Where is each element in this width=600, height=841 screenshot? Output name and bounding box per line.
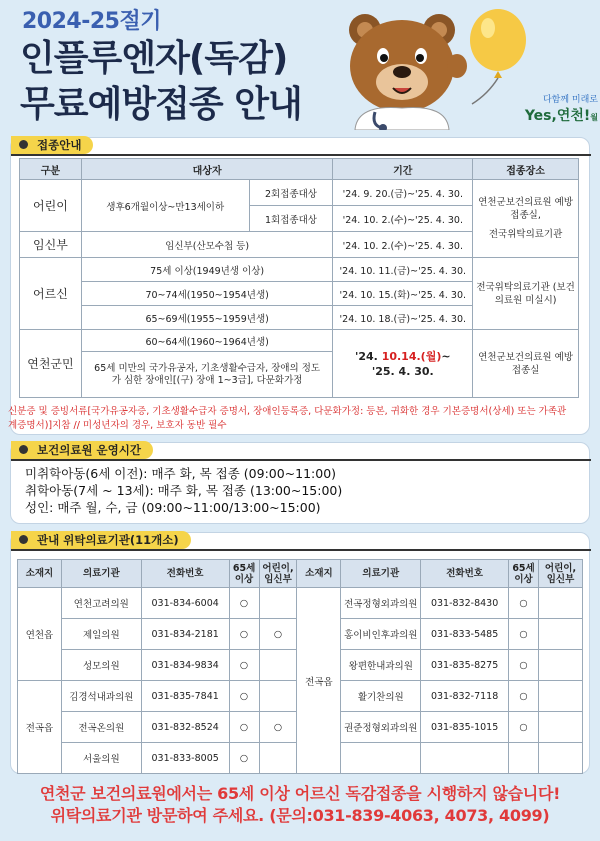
clinic-phone: 031-832-7118 — [421, 681, 509, 712]
resident-period-highlight: 10.14.(월) — [381, 349, 442, 363]
vaccination-table — [19, 158, 579, 398]
clinic-phone: 031-835-7841 — [141, 681, 229, 712]
header — [0, 0, 600, 130]
slogan-title — [488, 105, 598, 125]
hours-section-header — [11, 439, 591, 461]
resident-period — [333, 330, 473, 398]
clinic-phone: 031-833-8005 — [141, 743, 229, 774]
clinics-section-header — [11, 529, 591, 551]
child-mark: ○ — [259, 712, 297, 743]
row-resident-label: 연천군민 — [20, 330, 82, 398]
footer-line1: 연천군 보건의료원에서는 65세 이상 어르신 독감접종을 시행하지 않습니다! — [39, 784, 561, 803]
clinic-phone: 031-834-6004 — [141, 588, 229, 619]
region-cell: 연천읍 — [18, 588, 62, 681]
section-title: 관내 위탁의료기관(11개소) — [11, 531, 191, 549]
clinic-phone: 031-835-8275 — [421, 650, 509, 681]
child-mark — [259, 588, 297, 619]
clinic-name — [341, 743, 421, 774]
bullet-icon — [19, 140, 28, 149]
vaccination-box — [10, 137, 590, 435]
clinic-name: 홍이비인후과의원 — [341, 619, 421, 650]
pregnant-period: '24. 10. 2.(수)~'25. 4. 30. — [333, 232, 473, 258]
elderly-place: 전국위탁의료기관 (보건의료원 미실시) — [473, 258, 579, 330]
slogan — [488, 92, 598, 125]
child-mark — [539, 650, 583, 681]
header-child: 어린이, 임신부 — [259, 560, 297, 588]
slogan-subtitle: 다함께 미래로 — [542, 95, 598, 105]
hours-preschool: 미취학아동(6세 이전): 매주 화, 목 접종 (09:00~11:00) — [25, 466, 337, 481]
section-title: 접종안내 — [11, 136, 93, 154]
row-elderly-label: 어르신 — [20, 258, 82, 330]
required-documents-note: 신분증 및 증빙서류[국가유공자증, 기초생활수급자 증명서, 장애인등록증, 다문화가정: 등본, 귀화한 경우 기본증명서(상세) 또는 가족관계증명서)]지참 // 미성년자의 경우, 보호자 동반 필수 — [8, 406, 567, 431]
child-mark — [539, 743, 583, 774]
children-dose2: 2회접종대상 — [249, 180, 333, 206]
bullet-icon — [19, 535, 28, 544]
child-mark — [539, 588, 583, 619]
senior-mark: ○ — [229, 712, 259, 743]
children-dose2-period: '24. 9. 20.(금)~'25. 4. 30. — [333, 180, 473, 206]
page-title-line1: 인플루엔자(독감) — [20, 38, 288, 79]
region-cell: 전곡읍 — [297, 588, 341, 774]
elderly-period-3: '24. 10. 18.(금)~'25. 4. 30. — [333, 306, 473, 330]
resident-period-start — [335, 349, 470, 364]
season-label: 2024-25절기 — [22, 9, 161, 34]
header-region: 소재지 — [18, 560, 62, 588]
resident-place: 연천군보건의료원 예방접종실 — [473, 330, 579, 398]
header-senior: 65세 이상 — [509, 560, 539, 588]
clinic-name: 성모의원 — [61, 650, 141, 681]
children-place-line1: 연천군보건의료원 예방접종실, — [478, 197, 573, 221]
clinic-name: 제일의원 — [61, 619, 141, 650]
resident-period-prefix: '24. — [355, 349, 382, 363]
clinic-name: 권준정형외과의원 — [341, 712, 421, 743]
row-pregnant-label: 임신부 — [20, 232, 82, 258]
senior-mark: ○ — [509, 650, 539, 681]
header-region: 소재지 — [297, 560, 341, 588]
clinic-name: 활기찬의원 — [341, 681, 421, 712]
section-line — [11, 549, 591, 551]
vaccination-section-header — [11, 134, 591, 156]
children-target: 생후6개월이상~만13세이하 — [81, 180, 249, 232]
senior-mark: ○ — [509, 712, 539, 743]
senior-mark — [509, 743, 539, 774]
resident-period-tilde: ~ — [441, 349, 451, 363]
hours-list — [25, 465, 342, 516]
table-row — [18, 588, 583, 619]
clinic-phone: 031-832-8524 — [141, 712, 229, 743]
resident-period-end: '25. 4. 30. — [371, 364, 434, 378]
header-child: 어린이, 임신부 — [539, 560, 583, 588]
clinic-phone: 031-834-2181 — [141, 619, 229, 650]
hours-box — [10, 442, 590, 524]
bullet-icon — [19, 445, 28, 454]
clinic-name: 전곡온의원 — [61, 712, 141, 743]
footer-line2: 위탁의료기관 방문하여 주세요. (문의:031-839-4063, 4073, 4099) — [50, 806, 550, 825]
senior-mark: ○ — [229, 588, 259, 619]
row-children-label: 어린이 — [20, 180, 82, 232]
child-mark — [259, 650, 297, 681]
clinic-phone: 031-833-5485 — [421, 619, 509, 650]
header-clinic: 의료기관 — [341, 560, 421, 588]
children-place — [473, 180, 579, 258]
children-place-line2: 전국위탁의료기관 — [488, 229, 563, 240]
senior-mark: ○ — [509, 588, 539, 619]
clinic-name: 왕편한내과의원 — [341, 650, 421, 681]
footer-warning — [0, 783, 600, 827]
header-period: 기간 — [333, 159, 473, 180]
header-target: 대상자 — [81, 159, 333, 180]
children-dose1-period: '24. 10. 2.(수)~'25. 4. 30. — [333, 206, 473, 232]
child-mark — [539, 619, 583, 650]
clinic-phone: 031-832-8430 — [421, 588, 509, 619]
header-clinic: 의료기관 — [61, 560, 141, 588]
clinic-phone: 031-835-1015 — [421, 712, 509, 743]
child-mark — [539, 681, 583, 712]
section-title: 보건의료원 운영시간 — [11, 441, 153, 459]
slogan-main: Yes,연천! — [524, 108, 591, 124]
elderly-target-2: 70~74세(1950~1954년생) — [81, 282, 333, 306]
children-dose1: 1회접종대상 — [249, 206, 333, 232]
resident-target-2: 65세 미만의 국가유공자, 기초생활수급자, 장애의 정도가 심한 장애인[(구) 장애 1~3급], 다문화가정 — [81, 352, 333, 398]
senior-mark: ○ — [509, 619, 539, 650]
clinic-name: 김경석내과의원 — [61, 681, 141, 712]
clinic-name: 전곡정형외과의원 — [341, 588, 421, 619]
header-phone: 전화번호 — [421, 560, 509, 588]
clinic-name: 연천고려의원 — [61, 588, 141, 619]
slogan-suffix: 월 — [590, 113, 598, 122]
region-cell: 전곡읍 — [18, 681, 62, 774]
child-mark — [539, 712, 583, 743]
header-phone: 전화번호 — [141, 560, 229, 588]
senior-mark: ○ — [509, 681, 539, 712]
bear-doctor-mascot-icon — [335, 8, 475, 130]
clinic-name: 서울의원 — [61, 743, 141, 774]
clinic-phone: 031-834-9834 — [141, 650, 229, 681]
clinics-box — [10, 532, 590, 774]
hours-school: 취학아동(7세 ~ 13세): 매주 화, 목 접종 (13:00~15:00) — [25, 483, 343, 498]
child-mark — [259, 743, 297, 774]
resident-target-1: 60~64세(1960~1964년생) — [81, 330, 333, 352]
header-category: 구분 — [20, 159, 82, 180]
hours-adult: 성인: 매주 월, 수, 금 (09:00~11:00/13:00~15:00) — [25, 500, 321, 515]
clinic-phone — [421, 743, 509, 774]
header-place: 접종장소 — [473, 159, 579, 180]
elderly-target-1: 75세 이상(1949년생 이상) — [81, 258, 333, 282]
elderly-period-2: '24. 10. 15.(화)~'25. 4. 30. — [333, 282, 473, 306]
page-title-line2: 무료예방접종 안내 — [20, 84, 302, 125]
elderly-target-3: 65~69세(1955~1959년생) — [81, 306, 333, 330]
senior-mark: ○ — [229, 743, 259, 774]
senior-mark: ○ — [229, 650, 259, 681]
elderly-period-1: '24. 10. 11.(금)~'25. 4. 30. — [333, 258, 473, 282]
senior-mark: ○ — [229, 619, 259, 650]
pregnant-target: 임신부(산모수첩 등) — [81, 232, 333, 258]
senior-mark: ○ — [229, 681, 259, 712]
section-line — [11, 154, 591, 156]
clinic-table — [17, 559, 583, 774]
header-senior: 65세 이상 — [229, 560, 259, 588]
section-line — [11, 459, 591, 461]
child-mark: ○ — [259, 619, 297, 650]
child-mark — [259, 681, 297, 712]
